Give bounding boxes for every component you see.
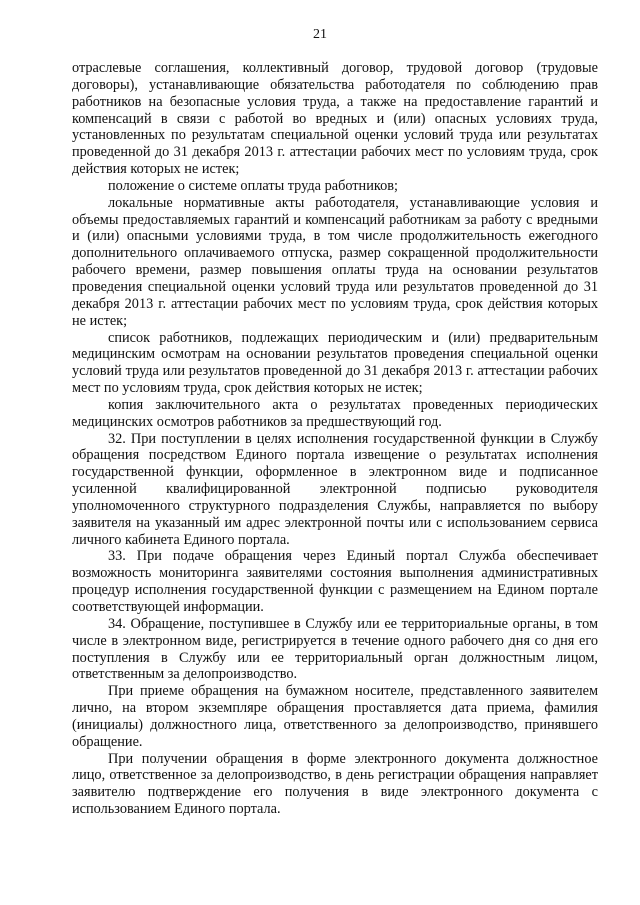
paragraph-local-normative-acts: локальные нормативные акты работодателя, устанавливающие условия и объемы предоставляемых гарантий и компенсаций работникам за работу с вредными и (или) опасными условиями труда, в том числе продолжительность ежегодного дополнительного оплачиваемого отпуска, размер сокращенной продолжительности рабочего времени, размер повышения оплаты труда на основании результатов проведения специальной оценки условий труда или результатов проведенной до 31 декабря 2013 г. аттестации рабочих мест по условиям труда, срок действия которых не истек; xyxy=(72,194,598,329)
page-number: 21 xyxy=(313,27,327,42)
paragraph-item-33: 33. При подаче обращения через Единый портал Служба обеспечивает возможность мониторинга заявителями состояния выполнения административных процедур исполнения государственной функции с размещением на Едином портале соответствующей информации. xyxy=(72,548,598,615)
paragraph-paper-submission: При приеме обращения на бумажном носителе, представленного заявителем лично, на втором экземпляре обращения проставляется дата приема, фамилия (инициалы) должностного лица, ответственного за делопроизводство, принявшего обращение. xyxy=(72,683,598,750)
paragraph-pay-system-regulation: положение о системе оплаты труда работников; xyxy=(108,177,398,194)
paragraph-electronic-submission: При получении обращения в форме электронного документа должностное лицо, ответственное за делопроизводство, в день регистрации обращения направляет заявителю подтверждение его получения в виде электронного документа с использованием Единого портала. xyxy=(72,750,598,818)
paragraph-item-34: 34. Обращение, поступившее в Службу или ее территориальные органы, в том числе в электронном виде, регистрируется в течение одного рабочего дня со дня его поступления в Службу или ее территориальный орган должностным лицом, ответственным за делопроизводство. xyxy=(72,615,598,683)
paragraph-medical-exam-list: список работников, подлежащих периодическим и (или) предварительным медицинским осмотрам на основании результатов проведения специальной оценки условий труда или результатов проведенной до 31 декабря 2013 г. аттестации рабочих мест по условиям труда, срок действия которых не истек; xyxy=(72,329,598,397)
paragraph-industry-agreements: отраслевые соглашения, коллективный договор, трудовой договор (трудовые договоры), устанавливающие обязательства работодателя по соблюдению прав работников на безопасные условия труда, а также на предоставление гарантий и компенсаций в связи с работой во вредных и (или) опасных условиях труда, установленных по результатам специальной оценки условий труда или результатах проведенной до 31 декабря 2013 г. аттестации рабочих мест по условиям труда, срок действия которых не истек; xyxy=(72,60,598,178)
document-body xyxy=(72,60,598,818)
paragraph-final-act-copy: копия заключительного акта о результатах проведенных периодических медицинских осмотров работников за предшествующий год. xyxy=(72,396,598,430)
paragraph-item-32: 32. При поступлении в целях исполнения государственной функции в Службу обращения посредством Единого портала извещение о результатах исполнения государственной функции, оформленное в электронном виде и подписанное усиленной квалифицированной электронной подписью руководителя уполномоченного структурного подразделения Службы, направляется по выбору заявителя на указанный им адрес электронной почты или с использованием сервиса личного кабинета Единого портала. xyxy=(72,430,598,548)
